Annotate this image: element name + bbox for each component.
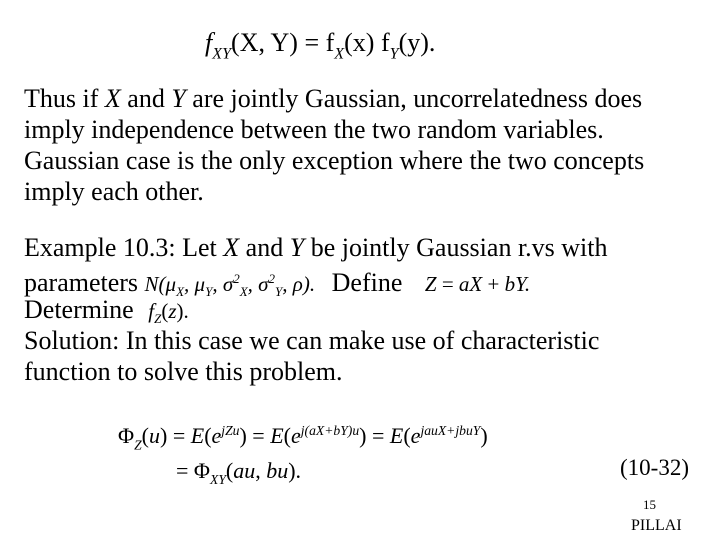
- text: are jointly Gaussian, uncorrelatedness does: [185, 84, 643, 113]
- eq-top-sub3: Y: [389, 45, 399, 63]
- eq-top-part4: (y).: [398, 28, 436, 57]
- para2-line4: Solution: In this case we can make use of characteristic: [24, 326, 600, 355]
- text: Define: [331, 267, 403, 297]
- para2-line5: function to solve this problem.: [24, 357, 343, 386]
- paragraph-uncorrelatedness: [24, 83, 644, 207]
- para1-line4: imply each other.: [24, 177, 204, 206]
- para1-line1: [24, 83, 644, 114]
- text: parameters: [24, 267, 145, 297]
- text: Determine: [24, 295, 134, 324]
- eq-top-part1: f: [205, 28, 213, 57]
- var-y: Y: [171, 84, 186, 113]
- para1-line2: imply independence between the two random variables.: [24, 115, 604, 144]
- determine-equation: $f_Z(z)$.: [148, 299, 189, 327]
- equation-number: (10-32): [620, 455, 689, 480]
- var-x: X: [223, 233, 240, 262]
- eq-top-sub2: X: [334, 45, 345, 63]
- define-equation: Z = aX + bY.: [424, 271, 531, 296]
- text: and: [120, 84, 172, 113]
- para2-line2: [24, 263, 608, 299]
- eq-top-part2: (X, Y) = f: [231, 28, 335, 57]
- eq-top-sub1: XY: [212, 45, 232, 63]
- var-y: Y: [289, 233, 305, 262]
- author-name: PILLAI: [631, 517, 682, 534]
- eq-top-part3: (x) f: [344, 28, 390, 57]
- para1-line3: Gaussian case is the only exception where the two concepts: [24, 146, 645, 175]
- text: Thus if: [24, 84, 105, 113]
- params-equation: $N(\mu_X$, $\mu_Y$, $\sigma^2_X$, $\sigma^2_Y$, ρ).: [144, 271, 316, 299]
- equation-bottom-line2: = $\Phi_{XY}(au$, bu).: [176, 458, 302, 488]
- equation-bottom-line1: $\Phi_Z(u) = E(e^{jZu}) = E(e^{j(aX+bY)u}) = E(e^{jauX+jbuY})$: [118, 423, 488, 453]
- text: Example 10.3: Let: [24, 233, 224, 262]
- text: and: [239, 233, 290, 262]
- para2-line1: [24, 232, 608, 263]
- text: be jointly Gaussian r.vs with: [304, 233, 608, 262]
- var-x: X: [104, 84, 121, 113]
- page-number: 15: [643, 497, 656, 512]
- equation-top: [205, 28, 435, 63]
- paragraph-example: [24, 232, 608, 387]
- para2-line3: [24, 294, 608, 325]
